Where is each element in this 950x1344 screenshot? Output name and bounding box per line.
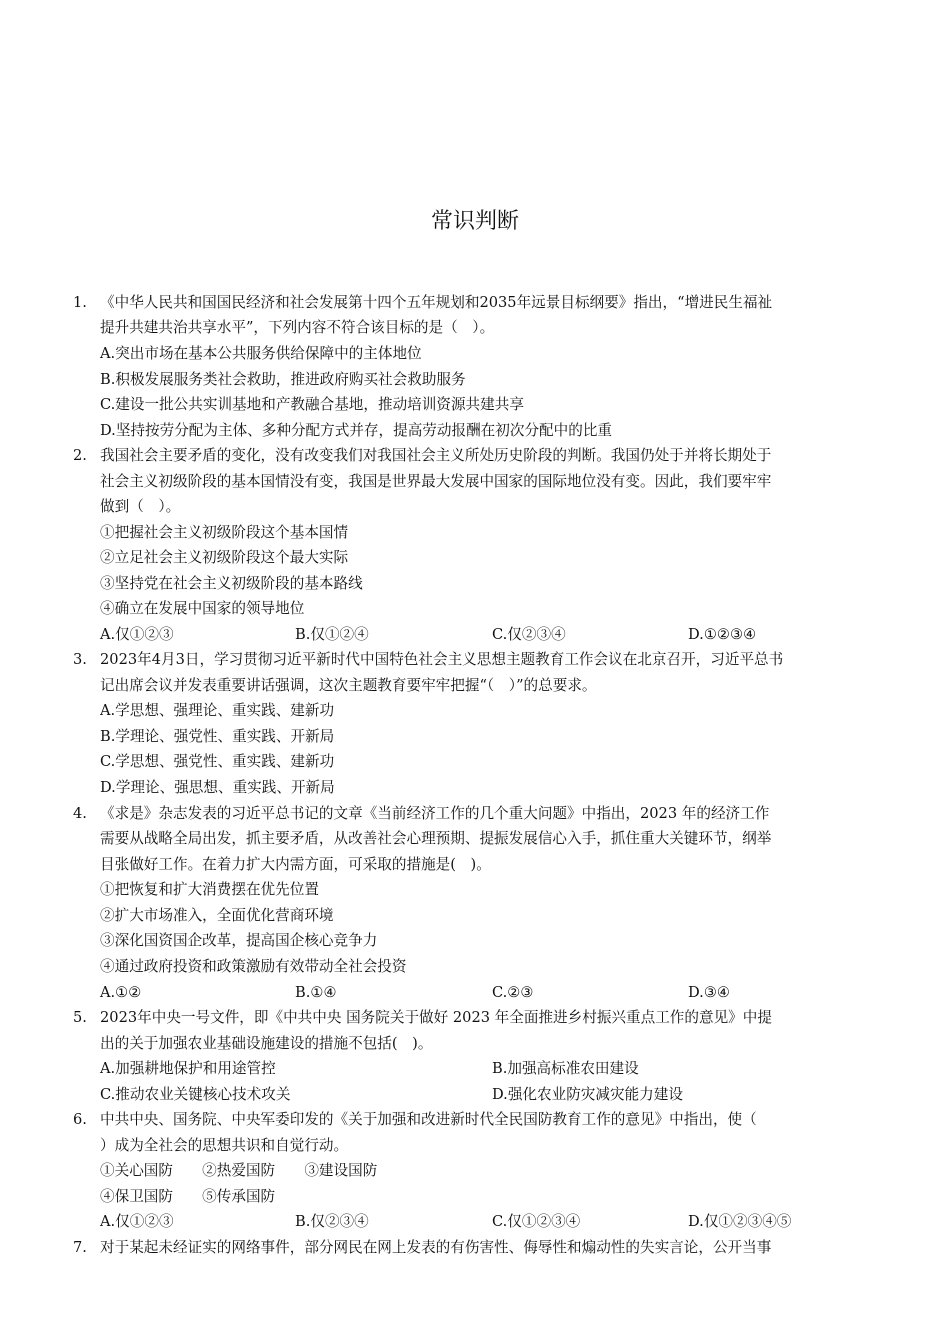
question-stem: 提升共建共治共享水平”，下列内容不符合该目标的是（ ）。 <box>100 319 495 336</box>
option-b: B.①④ <box>295 984 337 1001</box>
question-number: 3. <box>73 651 87 668</box>
question-stem: ）成为全社会的思想共识和自觉行动。 <box>100 1137 349 1154</box>
option-a: A.仅①②③ <box>100 626 174 643</box>
statement-item: ④通过政府投资和政策激励有效带动全社会投资 <box>100 958 407 975</box>
question-stem: 目张做好工作。在着力扩大内需方面，可采取的措施是( )。 <box>100 856 491 873</box>
option-b: B.仅②③④ <box>295 1213 369 1230</box>
question-stem: 我国社会主要矛盾的变化，没有改变我们对我国社会主义所处历史阶段的判断。我国仍处于并将长期处于 <box>100 447 772 464</box>
option-a: A.学思想、强理论、重实践、建新功 <box>100 702 335 719</box>
option-b: B.仅①②④ <box>295 626 369 643</box>
statement-item: ①把握社会主义初级阶段这个基本国情 <box>100 524 349 541</box>
option-a: A.突出市场在基本公共服务供给保障中的主体地位 <box>100 345 422 362</box>
statement-item: ①关心国防 ②热爱国防 ③建设国防 <box>100 1162 378 1179</box>
option-b: B.积极发展服务类社会救助，推进政府购买社会救助服务 <box>100 371 466 388</box>
question-stem: 社会主义初级阶段的基本国情没有变，我国是世界最大发展中国家的国际地位没有变。因此，我们要牢牢 <box>100 473 772 490</box>
option-b: B.学理论、强党性、重实践、开新局 <box>100 728 335 745</box>
question-stem: 对于某起未经证实的网络事件，部分网民在网上发表的有伤害性、侮辱性和煽动性的失实言论，公开当事 <box>100 1239 772 1256</box>
option-c: C.仅①②③④ <box>492 1213 581 1230</box>
statement-item: ②立足社会主义初级阶段这个最大实际 <box>100 549 349 566</box>
question-number: 7. <box>73 1239 87 1256</box>
option-c: C.推动农业关键核心技术攻关 <box>100 1086 291 1103</box>
statement-item: ②扩大市场准入，全面优化营商环境 <box>100 907 334 924</box>
question-stem: 记出席会议并发表重要讲话强调，这次主题教育要牢牢把握“（ ）”的总要求。 <box>100 677 597 694</box>
question-number: 1. <box>73 294 87 311</box>
question-stem: 《中华人民共和国国民经济和社会发展第十四个五年规划和2035年远景目标纲要》指出，“增进民生福祉 <box>100 294 773 311</box>
option-c: C.仅②③④ <box>492 626 566 643</box>
statement-item: ④保卫国防 ⑤传承国防 <box>100 1188 276 1205</box>
question-stem: 出的关于加强农业基础设施建设的措施不包括( )。 <box>100 1035 433 1052</box>
statement-item: ③坚持党在社会主义初级阶段的基本路线 <box>100 575 363 592</box>
question-number: 2. <box>73 447 87 464</box>
statement-item: ①把恢复和扩大消费摆在优先位置 <box>100 881 319 898</box>
question-stem: 《求是》杂志发表的习近平总书记的文章《当前经济工作的几个重大问题》中指出，2023 年的经济工作 <box>100 805 770 822</box>
option-d: D.①②③④ <box>688 626 757 643</box>
question-number: 5. <box>73 1009 87 1026</box>
question-stem: 2023年4月3日，学习贯彻习近平新时代中国特色社会主义思想主题教育工作会议在北京召开，习近平总书 <box>100 651 784 668</box>
question-stem: 做到（ ）。 <box>100 498 181 515</box>
option-c: C.学思想、强党性、重实践、建新功 <box>100 753 335 770</box>
option-d: D.仅①②③④⑤ <box>688 1213 792 1230</box>
option-c: C.建设一批公共实训基地和产教融合基地，推动培训资源共建共享 <box>100 396 524 413</box>
option-d: D.强化农业防灾减灾能力建设 <box>492 1086 683 1103</box>
option-a: A.仅①②③ <box>100 1213 174 1230</box>
option-d: D.坚持按劳分配为主体、多种分配方式并存，提高劳动报酬在初次分配中的比重 <box>100 422 613 439</box>
option-d: D.学理论、强思想、重实践、开新局 <box>100 779 335 796</box>
question-number: 6. <box>73 1111 87 1128</box>
statement-item: ③深化国资国企改革，提高国企核心竞争力 <box>100 932 378 949</box>
option-c: C.②③ <box>492 984 534 1001</box>
question-stem: 中共中央、国务院、中央军委印发的《关于加强和改进新时代全民国防教育工作的意见》中指出，使（ <box>100 1111 757 1128</box>
option-d: D.③④ <box>688 984 730 1001</box>
question-stem: 需要从战略全局出发，抓主要矛盾，从改善社会心理预期、提振发展信心入手，抓住重大关键环节，纲举 <box>100 830 772 847</box>
question-number: 4. <box>73 805 87 822</box>
option-a: A.①② <box>100 984 142 1001</box>
option-a: A.加强耕地保护和用途管控 <box>100 1060 276 1077</box>
option-b: B.加强高标准农田建设 <box>492 1060 639 1077</box>
page-title: 常识判断 <box>430 209 519 234</box>
statement-item: ④确立在发展中国家的领导地位 <box>100 600 305 617</box>
question-stem: 2023年中央一号文件，即《中共中央 国务院关于做好 2023 年全面推进乡村振兴重点工作的意见》中提 <box>100 1009 772 1026</box>
